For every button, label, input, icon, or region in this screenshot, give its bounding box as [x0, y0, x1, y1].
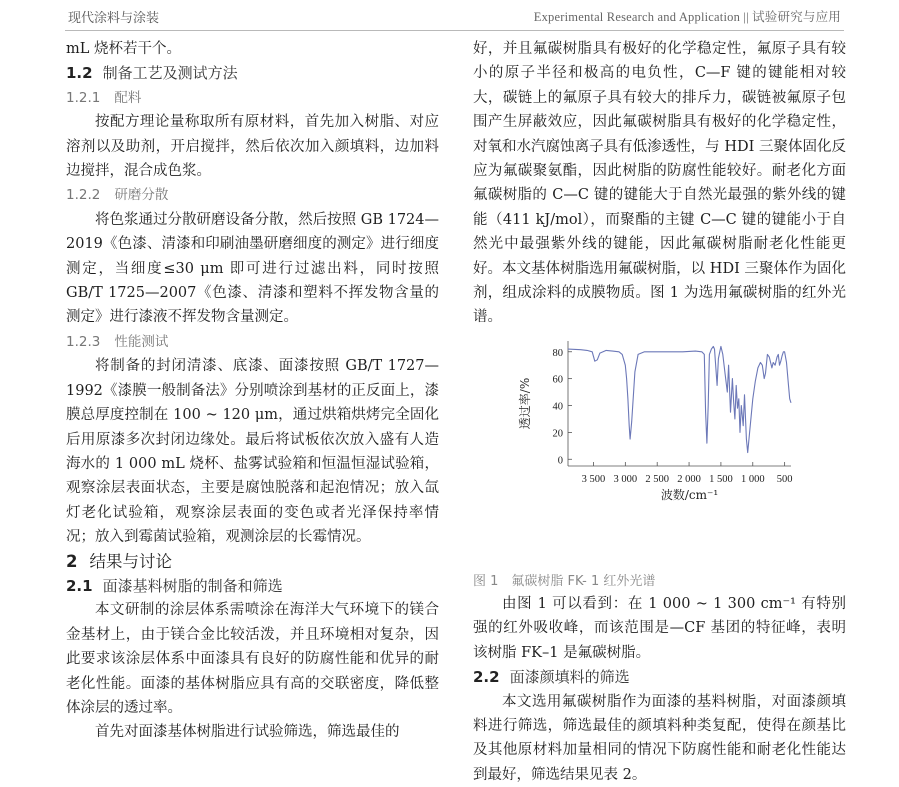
- x-tick-label: 1 000: [741, 474, 765, 485]
- subsection-heading-1-2-1: [66, 86, 439, 110]
- subsection-heading-1-2-2: [66, 183, 439, 207]
- paragraph: 由图 1 可以看到：在 1 000 ~ 1 300 cm⁻¹ 有特别强的红外吸收峰，而该范围是—CF 基团的特征峰，表明该树脂 FK–1 是氟碳树脂。: [473, 592, 846, 665]
- paragraph: 将色浆通过分散研磨设备分散，然后按照 GB 1724—2019《色漆、清漆和印刷油墨研磨细度的测定》进行细度测定，当细度≤30 μm 即可进行过滤出料，同时按照 GB/T 1725—2007《色漆、清漆和塑料不挥发物含量的测定》进行漆液不挥发物含量测定。: [66, 208, 439, 330]
- y-tick-label: 40: [553, 401, 564, 412]
- figure-1: [473, 336, 846, 572]
- section-heading-1-2: [66, 61, 439, 85]
- x-axis-label: 波数/cm⁻¹: [661, 487, 718, 502]
- section-heading-2-1: [66, 574, 439, 598]
- subsection-heading-1-2-3: [66, 330, 439, 354]
- x-tick-label: 2 000: [677, 474, 701, 485]
- y-axis-label: 透过率/%: [517, 378, 532, 429]
- section-title: 结果与讨论: [89, 552, 172, 571]
- left-column: [66, 37, 439, 745]
- section-number: 2: [66, 552, 77, 571]
- paragraph: 将制备的封闭清漆、底漆、面漆按照 GB/T 1727—1992《漆膜一般制备法》分别喷涂到基材的正反面上，漆膜总厚度控制在 100 ~ 120 μm，通过烘箱烘烤完全固化后用原漆多次封闭边缘处。最后将试板依次放入盛有人造海水的 1 000 mL 烧杯、盐雾试验箱和恒温恒湿试验箱，观察涂层表面状态，主要是腐蚀脱落和起泡情况；放入氙灯老化试验箱，观察涂层表面的变色或者光泽保持率情况；放入到霉菌试验箱，观测涂层的长霉情况。: [66, 354, 439, 549]
- paragraph: 本文研制的涂层体系需喷涂在海洋大气环境下的镁合金基材上，由于镁合金比较活泼，并且环境相对复杂，因此要求该涂层体系中面漆具有良好的防腐性能和优异的耐老化性能。面漆的基体树脂应具有高的交联密度，降低整体涂层的透过率。: [66, 598, 439, 720]
- x-tick-label: 2 500: [645, 474, 669, 485]
- header-rule: [65, 30, 844, 31]
- running-header-left: 现代涂料与涂装: [68, 7, 159, 26]
- section-number: 1.2: [66, 64, 93, 82]
- subsection-number: 1.2.3: [66, 334, 100, 350]
- y-tick-label: 80: [553, 348, 564, 359]
- paragraph-continued: mL 烧杯若干个。: [66, 37, 439, 61]
- subsection-title: 研磨分散: [114, 187, 168, 203]
- subsection-number: 1.2.1: [66, 90, 100, 106]
- subsection-number: 1.2.2: [66, 187, 100, 203]
- running-header-right: Experimental Research and Application || 试验研究与应用: [534, 7, 841, 25]
- y-tick-label: 20: [553, 428, 564, 439]
- paragraph: 本文选用氟碳树脂作为面漆的基料树脂，对面漆颜填料进行筛选，筛选最佳的颜填料种类复配，使得在颜基比及其他原材料加量相同的情况下防腐性能和耐老化性能达到最好，筛选结果见表 2。: [473, 690, 846, 787]
- x-tick-label: 3 000: [614, 474, 638, 485]
- figure-caption: 图 1 氟碳树脂 FK- 1 红外光谱: [473, 572, 846, 592]
- spectrum-line: [568, 346, 791, 452]
- paragraph: 按配方理论量称取所有原材料，首先加入树脂、对应溶剂以及助剂，开启搅拌，然后依次加入颜填料，边加料边搅拌，混合成色浆。: [66, 110, 439, 183]
- section-title: 面漆基料树脂的制备和筛选: [103, 577, 283, 595]
- section-number: 2.1: [66, 577, 93, 595]
- section-title: 面漆颜填料的筛选: [510, 668, 630, 686]
- subsection-title: 配料: [114, 90, 141, 106]
- paragraph-continued: 好，并且氟碳树脂具有极好的化学稳定性，氟原子具有较小的原子半径和极高的电负性，C—F 键的键能相对较大，碳链上的氟原子具有较大的排斥力，碳链被氟原子包围产生屏蔽效应，因此氟碳树脂具有极好的化学稳定性，对氧和水汽腐蚀离子具有低渗透性，与 HDI 三聚体固化反应为氟碳聚氨酯，因此树脂的防腐性能较好。耐老化方面氟碳树脂的 C—C 键的键能大于自然光最强的紫外线的键能（411 kJ/mol），而聚酯的主键 C—C 键的键能小于自然光中最强紫外线的键能，因此氟碳树脂耐老化性能更好。本文基体树脂选用氟碳树脂，以 HDI 三聚体作为固化剂，组成涂料的成膜物质。图 1 为选用氟碳树脂的红外光谱。: [473, 37, 846, 330]
- right-column: [473, 37, 846, 787]
- x-tick-label: 500: [777, 474, 793, 485]
- section-title: 制备工艺及测试方法: [103, 64, 238, 82]
- section-heading-2-2: [473, 665, 846, 689]
- x-tick-label: 1 500: [709, 474, 733, 485]
- ir-spectrum-chart: [473, 336, 846, 572]
- x-tick-label: 3 500: [582, 474, 606, 485]
- y-tick-label: 0: [558, 455, 563, 466]
- subsection-title: 性能测试: [114, 334, 168, 350]
- paragraph: 首先对面漆基体树脂进行试验筛选，筛选最佳的: [66, 720, 439, 744]
- section-heading-2: [66, 550, 439, 574]
- section-number: 2.2: [473, 668, 500, 686]
- y-tick-label: 60: [553, 375, 564, 386]
